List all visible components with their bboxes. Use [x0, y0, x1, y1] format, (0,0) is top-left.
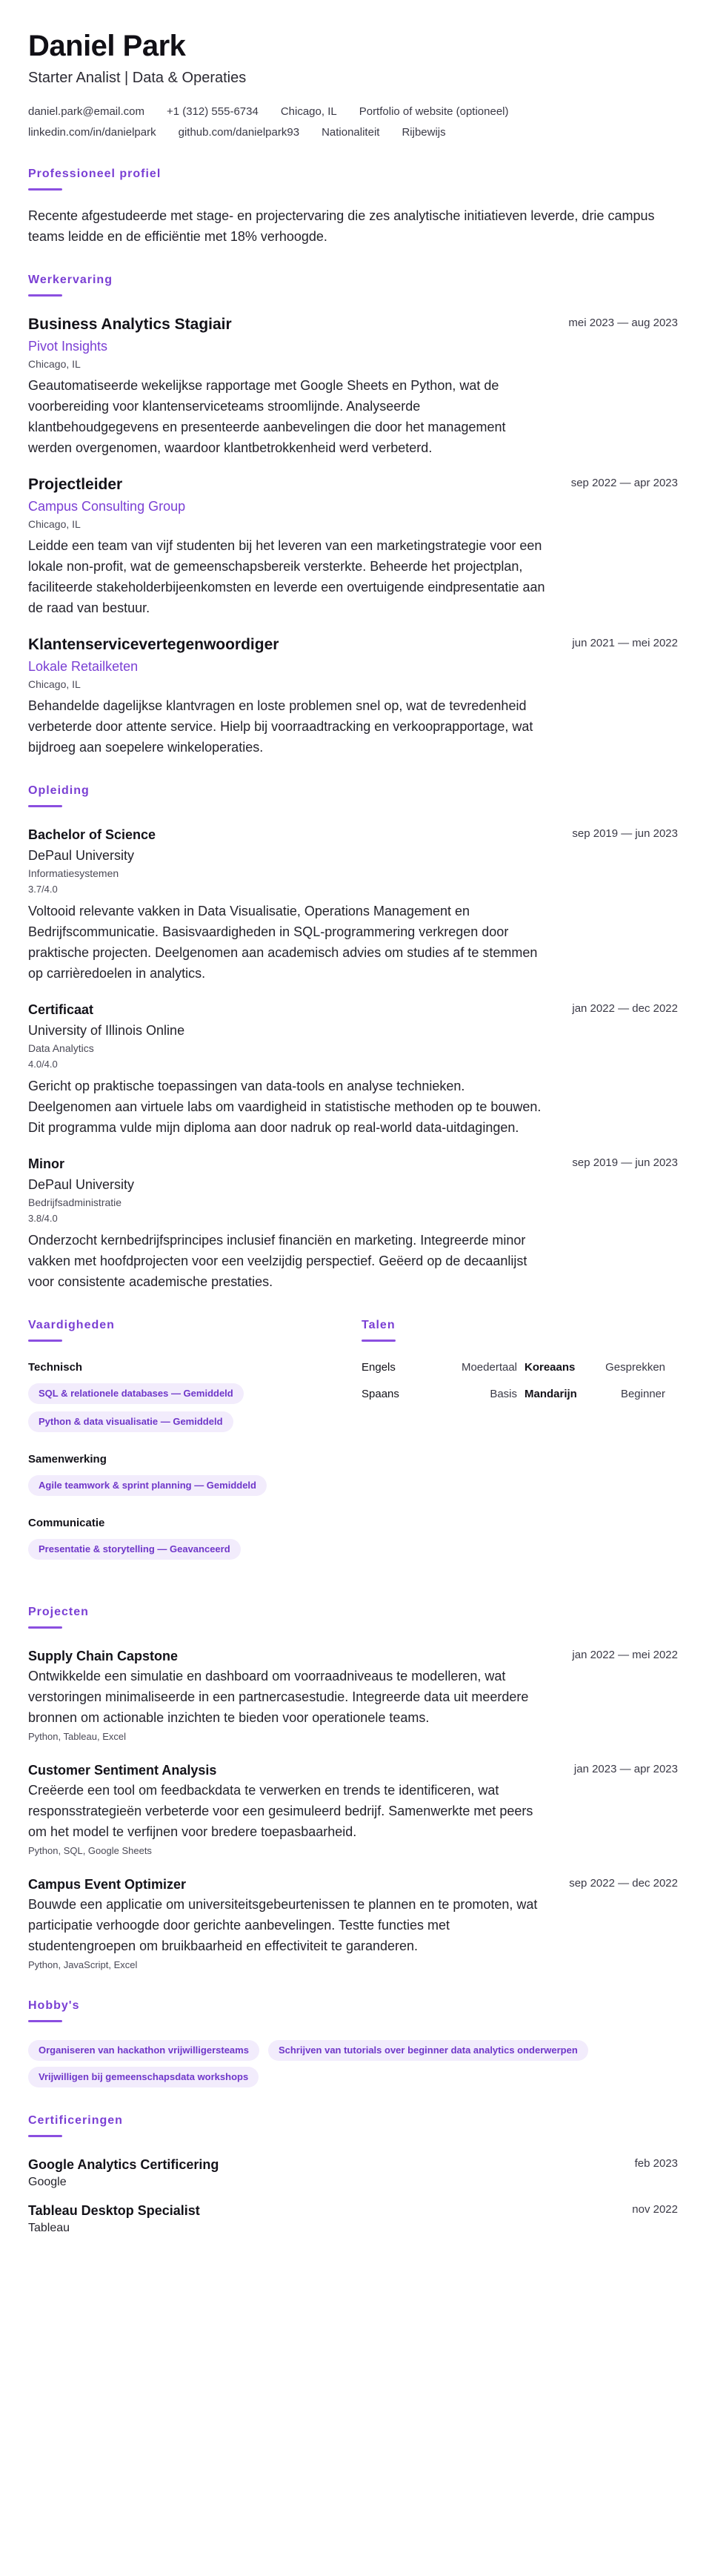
company-name: Lokale Retailketen: [28, 659, 139, 674]
grade: 4.0/4.0: [28, 1059, 58, 1070]
hobby-chip: Vrijwilligen bij gemeenschapsdata workshops: [28, 2067, 259, 2087]
job-date: jun 2021 — mei 2022: [572, 637, 678, 649]
education-date: sep 2019 — jun 2023: [572, 1156, 678, 1169]
language-name: Mandarijn: [524, 1388, 577, 1400]
certification-name: Tableau Desktop Specialist: [28, 2203, 200, 2218]
section-heading: Projecten: [28, 1606, 89, 1618]
skill-group: [28, 1451, 362, 1500]
section-divider: [28, 188, 62, 191]
certification-name: Google Analytics Certificering: [28, 2157, 219, 2172]
language-level: Beginner: [620, 1388, 665, 1400]
skill-chip: SQL & relationele databases — Gemiddeld: [28, 1383, 244, 1404]
job-date: sep 2022 — apr 2023: [570, 477, 678, 489]
skill-chip: Presentatie & storytelling — Geavanceerd: [28, 1539, 241, 1560]
hobby-chip: Organiseren van hackathon vrijwilligersteams: [28, 2040, 259, 2061]
language-row: [362, 1360, 678, 1376]
language-level: Basis: [490, 1388, 517, 1400]
section-heading: Vaardigheden: [28, 1319, 115, 1331]
job-location: Chicago, IL: [28, 358, 81, 370]
job-description: Geautomatiseerde wekelijkse rapportage met Google Sheets en Python, wat de voorbereiding voor klantenserviceteams stroomlijnde. Analyseerde klantbehoudgegevens en presenteerde aanbevelingen die door het management werden overgenomen, waardoor klantbetrokkenheid werd verbeterd.: [28, 378, 506, 455]
skill-group-title: Technisch: [28, 1361, 83, 1374]
certification-item: [28, 2155, 678, 2191]
section-divider: [28, 294, 62, 297]
candidate-name: Daniel Park: [28, 30, 186, 62]
skill-group-title: Communicatie: [28, 1517, 105, 1529]
company-name: Pivot Insights: [28, 339, 108, 354]
project-title: Customer Sentiment Analysis: [28, 1763, 217, 1778]
section-divider: [28, 1626, 62, 1629]
language-name: Koreaans: [524, 1361, 576, 1374]
skills-languages-section: [28, 1317, 678, 1579]
education-item: [28, 825, 678, 984]
job-location: Chicago, IL: [28, 518, 81, 530]
grade: 3.8/4.0: [28, 1213, 58, 1224]
education-item: [28, 1000, 678, 1138]
project-date: jan 2022 — mei 2022: [572, 1649, 678, 1661]
resume-header: [28, 28, 678, 141]
section-heading: Professioneel profiel: [28, 168, 161, 180]
education-description: Voltooid relevante vakken in Data Visualisatie, Operations Management en Bedrijfscommunicatie. Basisvaardigheden in SQL-programmering verkregen door praktische projecten. Deelgenomen aan academisch advies om studies af te stemmen op carrièredoelen in analytics.: [28, 904, 538, 981]
education-description: Onderzocht kernbedrijfsprincipes inclusief financiën en marketing. Integreerde minor vakken met hoofdprojecten voor een veelzijdig perspectief. Geëerd op de decaanlijst voor consistente academische prestaties.: [28, 1233, 527, 1289]
contact-linkedin[interactable]: linkedin.com/in/danielpark: [28, 126, 156, 139]
job-title: Projectleider: [28, 476, 123, 493]
project-tech: Python, JavaScript, Excel: [28, 1959, 138, 1970]
certification-date: feb 2023: [634, 2157, 678, 2170]
contact-phone[interactable]: +1 (312) 555-6734: [166, 105, 259, 118]
experience-section: [28, 272, 678, 758]
project-tech: Python, Tableau, Excel: [28, 1731, 127, 1742]
study-field: Data Analytics: [28, 1042, 94, 1054]
language-row: [362, 1386, 678, 1403]
contact-nationality: Nationaliteit: [322, 126, 380, 139]
section-heading: Certificeringen: [28, 2114, 123, 2127]
certification-issuer: Google: [28, 2176, 67, 2188]
languages-column: [362, 1317, 678, 1579]
school-name: DePaul University: [28, 848, 135, 863]
project-item: [28, 1761, 678, 1858]
job-description: Behandelde dagelijkse klantvragen en loste problemen snel op, wat de tevredenheid verbeterde door attente service. Hielp bij voorraadtracking en verkooprapportage, wat bijdroeg aan soepelere winkeloperaties.: [28, 698, 533, 755]
language-level: Gesprekken: [605, 1361, 665, 1374]
section-heading: Werkervaring: [28, 274, 113, 286]
section-divider: [28, 2135, 62, 2137]
skill-chip: Agile teamwork & sprint planning — Gemiddeld: [28, 1475, 267, 1496]
skill-group: [28, 1360, 362, 1437]
study-field: Bedrijfsadministratie: [28, 1196, 122, 1208]
contact-license: Rijbewijs: [402, 126, 446, 139]
job-title: Klantenservicevertegenwoordiger: [28, 636, 279, 653]
profile-section: [28, 166, 678, 247]
language-name: Spaans: [362, 1388, 399, 1400]
section-divider: [28, 2020, 62, 2022]
education-date: sep 2019 — jun 2023: [572, 827, 678, 840]
job-description: Leidde een team van vijf studenten bij het leveren van een marketingstrategie voor een lokale non-profit, wat de gemeenschapsbereik versterkte. Beheerde het projectplan, faciliteerde stakeholderbijeenkomsten en leverde een overtuigende eindpresentatie aan de raad van bestuur.: [28, 538, 545, 615]
project-item: [28, 1646, 678, 1744]
job-date: mei 2023 — aug 2023: [568, 317, 678, 329]
project-tech: Python, SQL, Google Sheets: [28, 1845, 152, 1856]
project-description: Creëerde een tool om feedbackdata te verwerken en trends te identificeren, wat responsstrategieën verbeterde voor een gesimuleerd bedrijf. Samenwerkte met peers om het model te verfijnen voor bredere toepasbaarheid.: [28, 1783, 533, 1839]
job-location: Chicago, IL: [28, 678, 81, 690]
contact-location: Chicago, IL: [280, 105, 337, 118]
language-name: Engels: [362, 1361, 396, 1374]
company-name: Campus Consulting Group: [28, 499, 186, 514]
profile-text: Recente afgestudeerde met stage- en projectervaring die zes analytische initiatieven leverde, drie campus teams leidde en de efficiëntie met 18% verhoogde.: [28, 208, 655, 244]
job-title: Business Analytics Stagiair: [28, 316, 232, 333]
section-divider: [28, 1340, 62, 1342]
language-level: Moedertaal: [461, 1361, 517, 1374]
contact-github[interactable]: github.com/danielpark93: [178, 126, 300, 139]
contact-portfolio[interactable]: Portfolio of website (optioneel): [359, 105, 509, 118]
section-heading: Opleiding: [28, 784, 90, 797]
study-field: Informatiesystemen: [28, 867, 119, 879]
contact-email[interactable]: daniel.park@email.com: [28, 105, 144, 118]
section-divider: [28, 805, 62, 807]
project-date: jan 2023 — apr 2023: [573, 1763, 678, 1775]
project-title: Campus Event Optimizer: [28, 1877, 187, 1892]
hobbies-section: [28, 1998, 678, 2087]
project-description: Ontwikkelde een simulatie en dashboard om voorraadniveaus te modelleren, wat verstoringen minimaliseerde in een partnercasestudie. Integreerde data uit meerdere bronnen om actionable inzichten te bieden voor operationele teams.: [28, 1669, 529, 1725]
degree-name: Minor: [28, 1156, 64, 1171]
section-heading: Hobby's: [28, 1999, 80, 2012]
certifications-section: [28, 2113, 678, 2236]
education-item: [28, 1154, 678, 1292]
experience-item: [28, 635, 678, 758]
project-item: [28, 1875, 678, 1973]
education-section: [28, 783, 678, 1292]
degree-name: Certificaat: [28, 1002, 94, 1017]
project-date: sep 2022 — dec 2022: [569, 1877, 678, 1890]
school-name: DePaul University: [28, 1177, 135, 1192]
skill-group-title: Samenwerking: [28, 1453, 107, 1466]
project-description: Bouwde een applicatie om universiteitsgebeurtenissen te plannen en te promoten, wat participatie verhoogde door gerichte aanbevelingen. Testte functies met studentengroepen om bruikbaarheid en effectiviteit te garanderen.: [28, 1897, 538, 1953]
degree-name: Bachelor of Science: [28, 827, 156, 842]
skill-group: [28, 1515, 362, 1564]
school-name: University of Illinois Online: [28, 1023, 185, 1038]
education-date: jan 2022 — dec 2022: [572, 1002, 678, 1015]
certification-issuer: Tableau: [28, 2222, 70, 2234]
education-description: Gericht op praktische toepassingen van data-tools en analyse technieken. Deelgenomen aan virtuele labs om vaardigheid in statistische methoden op te bouwen. Dit programma vulde mijn diploma aan door nadruk op real-world data-uitdagingen.: [28, 1079, 542, 1135]
experience-item: [28, 474, 678, 618]
contact-info: [28, 104, 621, 141]
projects-section: [28, 1604, 678, 1973]
certification-item: [28, 2201, 678, 2236]
candidate-title: Starter Analist | Data & Operaties: [28, 70, 247, 86]
experience-item: [28, 314, 678, 458]
certification-date: nov 2022: [632, 2203, 678, 2216]
skill-chip: Python & data visualisatie — Gemiddeld: [28, 1411, 233, 1432]
section-divider: [362, 1340, 396, 1342]
project-title: Supply Chain Capstone: [28, 1649, 179, 1663]
skills-column: [28, 1317, 362, 1579]
grade: 3.7/4.0: [28, 884, 58, 895]
hobby-chip: Schrijven van tutorials over beginner data analytics onderwerpen: [268, 2040, 588, 2061]
section-heading: Talen: [362, 1319, 396, 1331]
